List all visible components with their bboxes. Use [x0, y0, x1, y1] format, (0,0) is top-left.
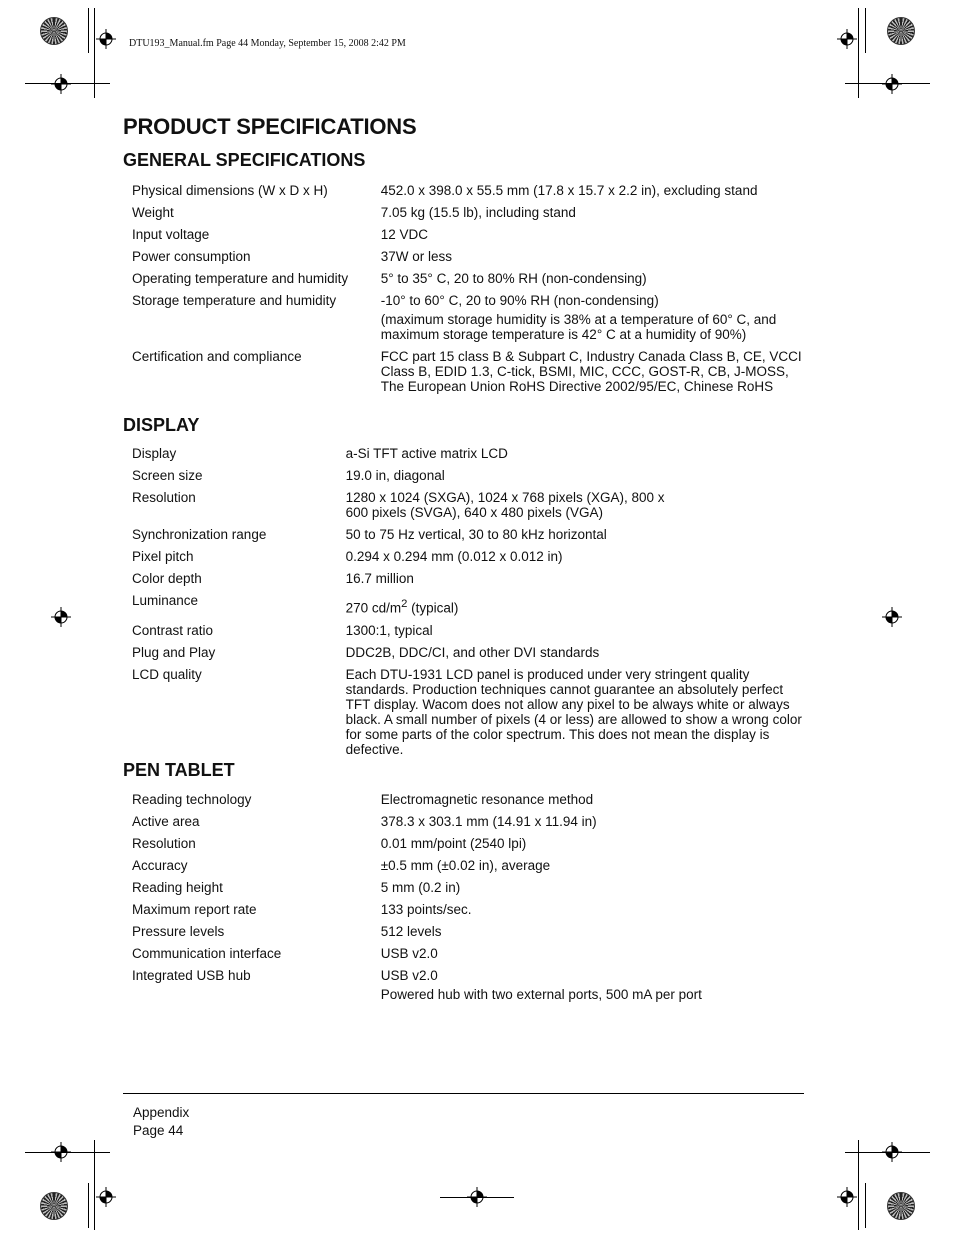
- registration-mark-icon: [882, 74, 902, 94]
- spec-value: FCC part 15 class B & Subpart C, Industry Canada Class B, CE, VCCI Class B, EDID 1.3, C-tick, BSMI, MIC, CCC, GOST-R, CB, J-MOSS, The European Union RoHS Directive 2002/95/EC, Chinese RoHS: [380, 349, 802, 394]
- spec-value-text: 270 cd/m: [345, 600, 402, 616]
- spec-label: Resolution: [132, 836, 196, 851]
- footer-section-name: Appendix: [133, 1105, 190, 1120]
- spec-label: Screen size: [132, 468, 203, 483]
- registration-mark-icon: [51, 1142, 71, 1162]
- pen-tablet-section: [123, 760, 803, 1009]
- general-specifications-section: [123, 150, 803, 401]
- spec-value: [346, 593, 802, 623]
- spec-value: ±0.5 mm (±0.02 in), average: [380, 858, 551, 873]
- registration-mark-icon: [837, 29, 857, 49]
- spec-value: [381, 968, 802, 1009]
- color-bar-rosette-icon: [887, 17, 915, 45]
- spec-label: Input voltage: [132, 227, 210, 242]
- footer-divider: [123, 1093, 804, 1094]
- spec-label: Reading height: [132, 880, 223, 895]
- color-bar-rosette-icon: [40, 1192, 68, 1220]
- spec-value-text: USB v2.0: [380, 968, 438, 983]
- table-row: [132, 571, 802, 593]
- table-row: [132, 227, 802, 249]
- color-bar-rosette-icon: [40, 17, 68, 45]
- spec-label: Luminance: [132, 593, 199, 608]
- spec-value: 19.0 in, diagonal: [345, 468, 445, 483]
- spec-table: [132, 183, 802, 401]
- registration-mark-icon: [96, 29, 116, 49]
- spec-label: Pressure levels: [132, 924, 225, 939]
- table-row: [132, 902, 802, 924]
- spec-value: 37W or less: [380, 249, 453, 264]
- color-bar-rosette-icon: [887, 1192, 915, 1220]
- spec-value: 5° to 35° C, 20 to 80% RH (non-condensing): [380, 271, 647, 286]
- spec-label: Communication interface: [132, 946, 282, 961]
- spec-value: USB v2.0: [380, 946, 438, 961]
- table-row: [132, 527, 802, 549]
- table-row: [132, 968, 802, 1009]
- spec-value: 0.294 x 0.294 mm (0.012 x 0.012 in): [345, 549, 563, 564]
- spec-value: [381, 293, 802, 349]
- spec-label: Power consumption: [132, 249, 251, 264]
- spec-label: Display: [132, 446, 177, 461]
- page-title: PRODUCT SPECIFICATIONS: [123, 114, 417, 139]
- spec-value: 1280 x 1024 (SXGA), 1024 x 768 pixels (XGA), 800 x 600 pixels (SVGA), 640 x 480 pixels (VGA): [345, 490, 665, 520]
- spec-value: 1300:1, typical: [345, 622, 433, 638]
- spec-label: Reading technology: [132, 792, 252, 807]
- table-row: [132, 249, 802, 271]
- table-row: [132, 349, 802, 401]
- spec-label: Certification and compliance: [132, 349, 302, 364]
- section-heading: PEN TABLET: [123, 760, 235, 780]
- table-row: [132, 667, 802, 764]
- registration-mark-icon: [882, 607, 902, 627]
- spec-note: (maximum storage humidity is 38% at a temperature of 60° C, and maximum storage temperature is 42° C at a humidity of 90%): [380, 312, 777, 342]
- spec-value: 0.01 mm/point (2540 lpi): [380, 836, 527, 851]
- table-row: [132, 271, 802, 293]
- spec-value-text: (typical): [407, 600, 459, 616]
- spec-value: 12 VDC: [380, 227, 429, 242]
- section-heading: GENERAL SPECIFICATIONS: [123, 150, 366, 170]
- table-row: [132, 814, 802, 836]
- table-row: [132, 858, 802, 880]
- table-row: [132, 836, 802, 858]
- spec-note: Powered hub with two external ports, 500 mA per port: [380, 987, 702, 1002]
- spec-label: Storage temperature and humidity: [132, 293, 337, 308]
- spec-label: Operating temperature and humidity: [132, 271, 349, 286]
- registration-mark-icon: [837, 1187, 857, 1207]
- spec-label: Weight: [132, 205, 174, 220]
- section-heading: DISPLAY: [123, 415, 200, 435]
- registration-mark-icon: [51, 74, 71, 94]
- registration-mark-icon: [96, 1187, 116, 1207]
- spec-label: Synchronization range: [132, 527, 267, 542]
- table-row: [132, 924, 802, 946]
- print-header: DTU193_Manual.fm Page 44 Monday, September 15, 2008 2:42 PM: [129, 38, 406, 49]
- table-row: [132, 946, 802, 968]
- spec-value: Each DTU-1931 LCD panel is produced under very stringent quality standards. Production techniques cannot guarantee an absolutely perfect TFT display. Wacom does not allow any pixel to be always white or always black. A small number of pixels (4 or less) are allowed to show a wrong color for some parts of the color spectrum. This does not mean the display is defective.: [345, 666, 802, 757]
- superscript: 2: [401, 598, 408, 610]
- spec-value: 512 levels: [380, 924, 442, 939]
- spec-label: Contrast ratio: [132, 622, 214, 638]
- spec-label: Pixel pitch: [132, 549, 194, 564]
- display-section: [123, 415, 803, 764]
- spec-label: Accuracy: [132, 858, 188, 873]
- table-row: [132, 645, 802, 667]
- table-row: [132, 623, 802, 645]
- spec-value: 7.05 kg (15.5 lb), including stand: [380, 205, 576, 220]
- table-row: [132, 293, 802, 349]
- spec-label: Integrated USB hub: [132, 968, 251, 983]
- spec-value: 133 points/sec.: [380, 902, 472, 917]
- spec-label: Maximum report rate: [132, 902, 257, 917]
- spec-value: DDC2B, DDC/CI, and other DVI standards: [345, 644, 600, 660]
- table-row: [132, 549, 802, 571]
- table-row: [132, 205, 802, 227]
- registration-mark-icon: [882, 1142, 902, 1162]
- spec-value: a-Si TFT active matrix LCD: [345, 446, 508, 461]
- spec-value: 16.7 million: [345, 571, 414, 586]
- footer-page-number: Page 44: [133, 1123, 184, 1138]
- table-row: [132, 490, 802, 527]
- spec-label: Plug and Play: [132, 644, 216, 660]
- table-row: [132, 183, 802, 205]
- table-row: [132, 880, 802, 902]
- spec-value: 452.0 x 398.0 x 55.5 mm (17.8 x 15.7 x 2.2 in), excluding stand: [380, 183, 758, 198]
- table-row: [132, 468, 802, 490]
- spec-label: Physical dimensions (W x D x H): [132, 183, 328, 198]
- registration-mark-icon: [51, 607, 71, 627]
- spec-label: Color depth: [132, 571, 202, 586]
- spec-table: [132, 446, 802, 764]
- spec-label: Active area: [132, 814, 200, 829]
- table-row: [132, 593, 802, 623]
- table-row: [132, 792, 802, 814]
- spec-table: [132, 792, 802, 1009]
- page-footer: [133, 1104, 189, 1140]
- spec-value: 378.3 x 303.1 mm (14.91 x 11.94 in): [380, 814, 597, 829]
- spec-value: 5 mm (0.2 in): [380, 880, 461, 895]
- spec-label: Resolution: [132, 490, 196, 505]
- spec-value: 50 to 75 Hz vertical, 30 to 80 kHz horizontal: [345, 527, 607, 542]
- spec-label: LCD quality: [132, 666, 202, 682]
- table-row: [132, 446, 802, 468]
- spec-value: Electromagnetic resonance method: [380, 792, 594, 807]
- spec-value-text: -10° to 60° C, 20 to 90% RH (non-condensing): [380, 293, 659, 308]
